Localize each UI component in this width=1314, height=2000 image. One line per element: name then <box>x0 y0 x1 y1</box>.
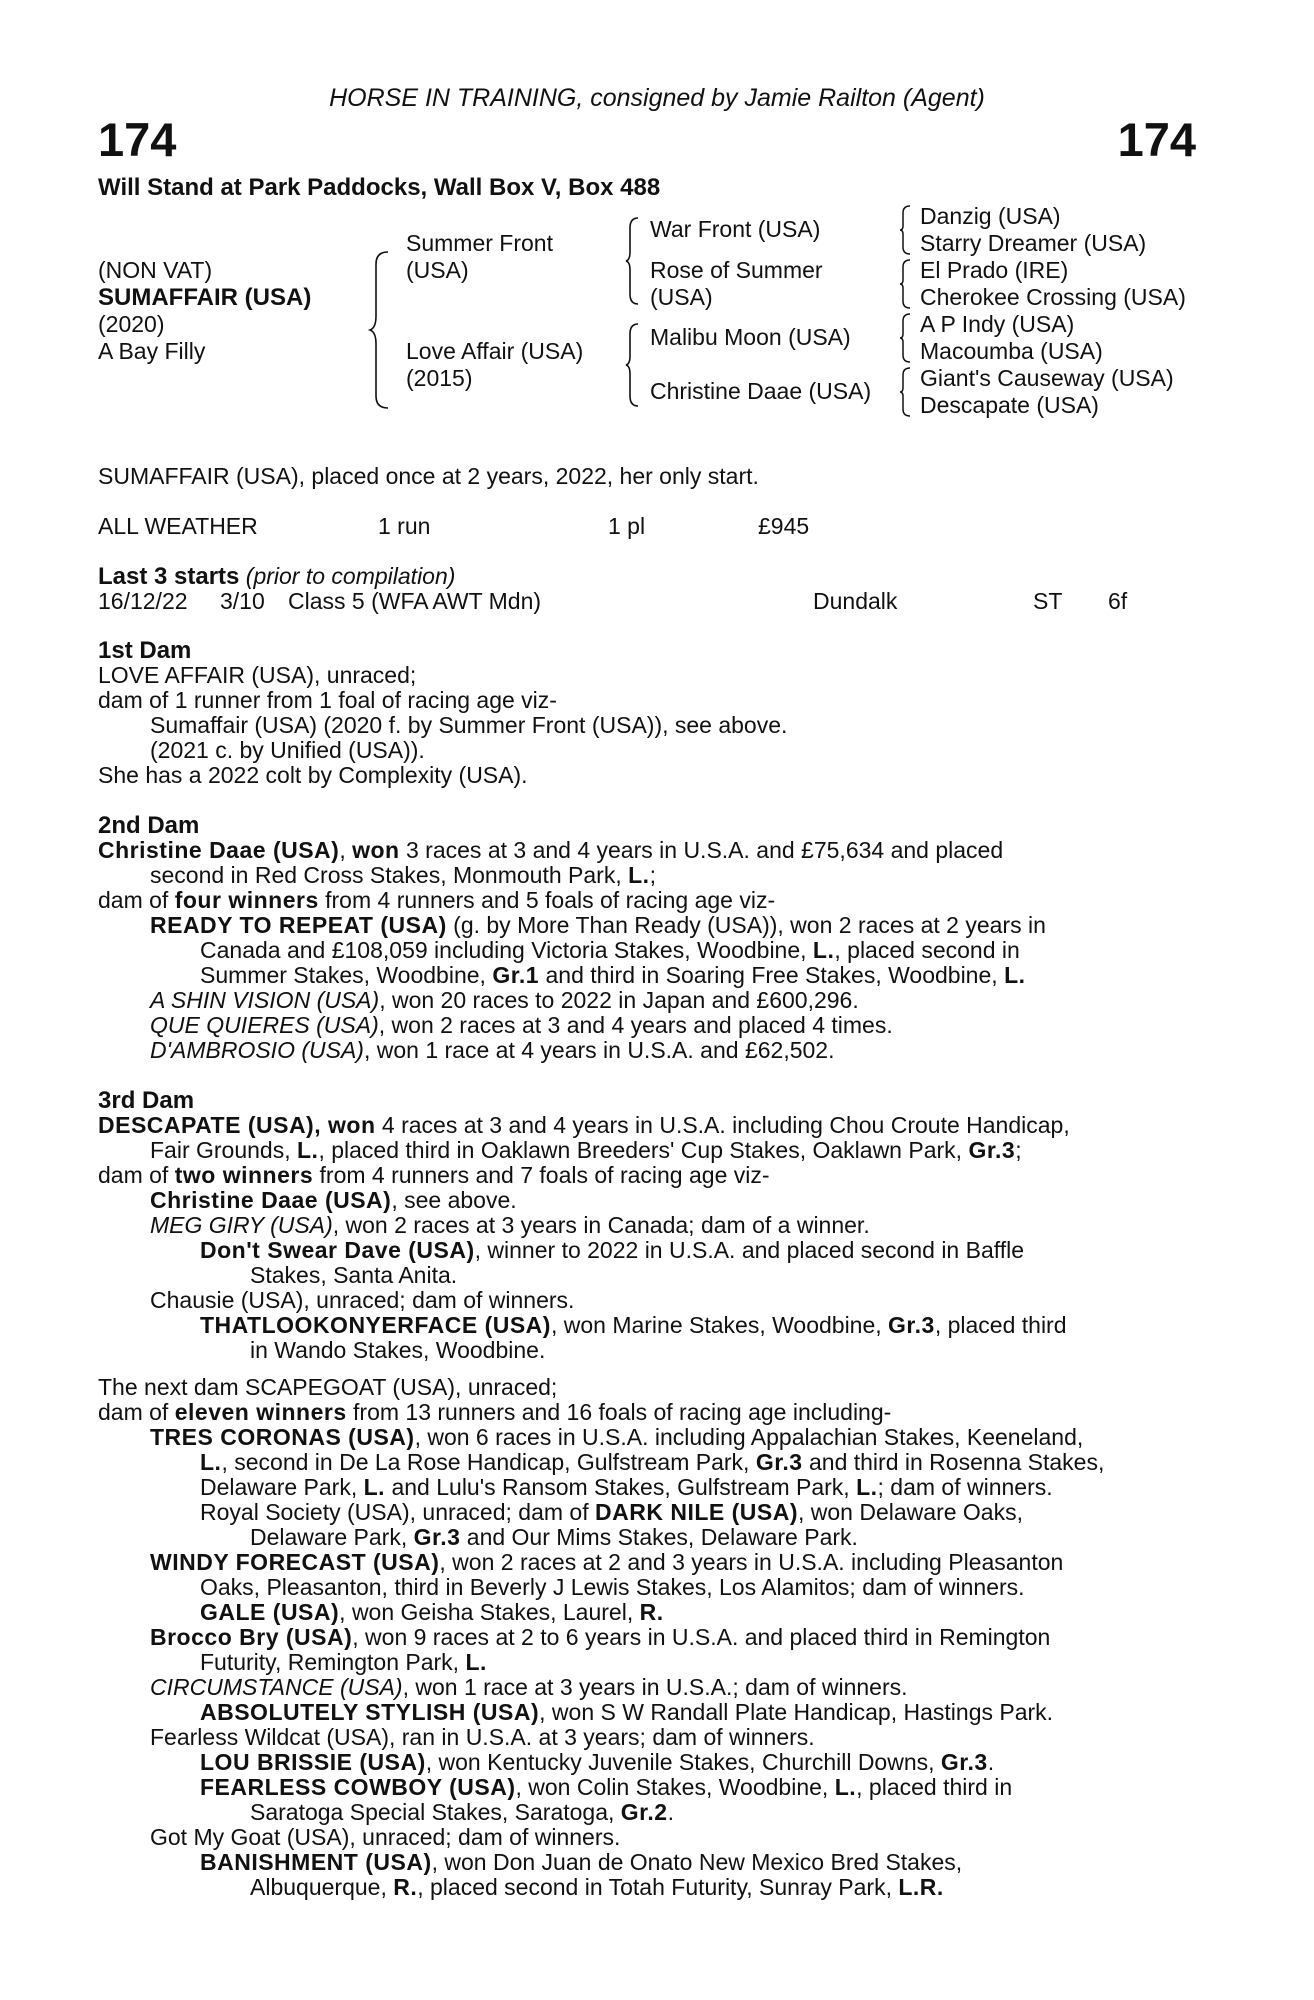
second-dam-won: won <box>352 837 400 863</box>
horse-year: (2020) <box>98 311 165 337</box>
second-dam-text: 3 races at 3 and 4 years in U.S.A. and £75,634 and placed <box>406 837 1004 863</box>
text: and third in Rosenna Stakes, <box>808 1449 1105 1475</box>
ready-to-repeat-line-1 <box>150 913 1194 938</box>
tres-coronas-line-1 <box>150 1425 1194 1450</box>
text: , won Colin Stakes, Woodbine, <box>515 1774 829 1800</box>
text: , won Marine Stakes, Woodbine, <box>550 1312 882 1338</box>
que-quieres-line <box>150 1013 893 1038</box>
first-dam-line-1: LOVE AFFAIR (USA), unraced; <box>98 662 417 688</box>
listed-badge: L. <box>200 1449 222 1475</box>
listed-badge: L. <box>363 1474 386 1500</box>
fearless-cowboy-line-2 <box>250 1800 674 1825</box>
thatlookonyerface-line-1 <box>200 1313 1194 1338</box>
sire-dam: Rose of Summer <box>650 257 823 283</box>
dam-sire: Malibu Moon (USA) <box>650 324 851 350</box>
listed-restricted-badge: L.R. <box>898 1874 944 1900</box>
race-summary: SUMAFFAIR (USA), placed once at 2 years, 2022, her only start. <box>98 463 759 489</box>
earnings: £945 <box>758 513 810 539</box>
text: and third in Soaring Free Stakes, Woodbine, <box>545 962 998 988</box>
brace-g3 <box>898 312 914 364</box>
start-position: 3/10 <box>220 588 265 614</box>
brace-g1 <box>898 204 914 256</box>
dam-of-label: dam of <box>98 1399 169 1425</box>
sire-country: (USA) <box>406 257 469 283</box>
great-granddam-4: Descapate (USA) <box>920 392 1099 418</box>
text: ; dam of winners. <box>877 1474 1053 1500</box>
brocco-bry-line-2 <box>200 1650 487 1675</box>
text: , second in De La Rose Handicap, Gulfstream Park, <box>221 1449 750 1475</box>
text: , won 1 race at 4 years in U.S.A. and £62,502. <box>363 1037 835 1063</box>
fearless-wildcat-line: Fearless Wildcat (USA), ran in U.S.A. at 3 years; dam of winners. <box>150 1724 815 1750</box>
tres-coronas-line-2 <box>200 1450 1194 1475</box>
placed-count: 1 pl <box>608 513 646 539</box>
great-grandsire-3: A P Indy (USA) <box>920 311 1075 337</box>
horse-name: CIRCUMSTANCE (USA) <box>150 1674 403 1700</box>
second-dam-name: Christine Daae (USA) <box>98 837 340 863</box>
surface-label: ALL WEATHER <box>98 513 258 539</box>
third-dam-produce <box>98 1163 770 1188</box>
text: , placed third in <box>856 1774 1013 1800</box>
dam-of-label: dam of <box>98 1162 169 1188</box>
pedigree-brace-dam <box>624 322 642 408</box>
first-dam-line-5: She has a 2022 colt by Complexity (USA). <box>98 762 528 788</box>
text: Summer Stakes, Woodbine, <box>200 962 486 988</box>
listed-badge: L. <box>812 937 835 963</box>
dam-dam: Christine Daae (USA) <box>650 378 872 404</box>
first-dam-heading: 1st Dam <box>98 637 192 664</box>
listed-badge: L. <box>1004 962 1026 988</box>
horse-name: A SHIN VISION (USA) <box>150 987 380 1013</box>
runs-count: 1 run <box>378 513 431 539</box>
horse-name: QUE QUIERES (USA) <box>150 1012 379 1038</box>
a-shin-vision-line <box>150 988 859 1013</box>
text: , won 2 races at 3 years in Canada; dam of a winner. <box>332 1212 870 1238</box>
dam-of-text: from 4 runners and 5 foals of racing age viz- <box>325 887 776 913</box>
text: , won 6 races in U.S.A. including Appalachian Stakes, Keeneland, <box>414 1424 1084 1450</box>
dam-year: (2015) <box>406 365 473 391</box>
ready-to-repeat-text: (g. by More Than Ready (USA)), won 2 races at 2 years in <box>453 912 1046 938</box>
text: , won 9 races at 2 to 6 years in U.S.A. and placed third in Remington <box>352 1624 1051 1650</box>
listed-badge: L. <box>465 1649 487 1675</box>
banishment-line-2 <box>250 1875 944 1900</box>
text: , won 2 races at 2 and 3 years in U.S.A. including Pleasanton <box>439 1549 1064 1575</box>
gale-line <box>200 1600 664 1625</box>
start-race: Class 5 (WFA AWT Mdn) <box>288 588 542 614</box>
horse-name: FEARLESS COWBOY (USA) <box>200 1774 516 1800</box>
text: , won S W Randall Plate Handicap, Hastings Park. <box>539 1699 1054 1725</box>
text: Delaware Park, <box>250 1524 408 1550</box>
text: , won Don Juan de Onato New Mexico Bred Stakes, <box>431 1849 963 1875</box>
pedigree-brace-sire <box>624 216 642 306</box>
punct: ; <box>649 862 656 888</box>
horse-description: A Bay Filly <box>98 338 206 364</box>
text: , won Kentucky Juvenile Stakes, Churchill Downs, <box>425 1749 935 1775</box>
brace-g2 <box>898 258 914 310</box>
absolutely-stylish-line <box>200 1700 1053 1725</box>
text: , winner to 2022 in U.S.A. and placed second in Baffle <box>474 1237 1025 1263</box>
horse-name: Don't Swear Dave (USA) <box>200 1237 475 1263</box>
next-dam-line-1: The next dam SCAPEGOAT (USA), unraced; <box>98 1374 558 1400</box>
last-starts-note: (prior to compilation) <box>245 563 456 589</box>
brace-g4 <box>898 366 914 418</box>
punct: . <box>987 1749 995 1775</box>
windy-forecast-line-2: Oaks, Pleasanton, third in Beverly J Lewis Stakes, Los Alamitos; dam of winners. <box>200 1574 1025 1600</box>
text: Futurity, Remington Park, <box>200 1649 460 1675</box>
sire-sire: War Front (USA) <box>650 216 821 242</box>
text: Fair Grounds, <box>150 1137 291 1163</box>
ready-to-repeat-name: READY TO REPEAT (USA) <box>150 912 447 938</box>
text: Canada and £108,059 including Victoria Stakes, Woodbine, <box>200 937 807 963</box>
text: Royal Society (USA), unraced; dam of <box>200 1499 589 1525</box>
group-badge: Gr.1 <box>492 962 540 988</box>
dam-of-text: from 4 runners and 7 foals of racing age viz- <box>319 1162 770 1188</box>
next-dam-produce <box>98 1400 891 1425</box>
second-dam-produce <box>98 888 775 913</box>
text: , won Geisha Stakes, Laurel, <box>339 1599 634 1625</box>
text: , won Delaware Oaks, <box>798 1499 1023 1525</box>
second-dam-heading: 2nd Dam <box>98 812 200 839</box>
meg-giry-line <box>150 1213 870 1238</box>
horse-name: BANISHMENT (USA) <box>200 1849 432 1875</box>
horse-name: MEG GIRY (USA) <box>150 1212 333 1238</box>
dambrosio-line <box>150 1038 834 1063</box>
first-dam-line-4: (2021 c. by Unified (USA)). <box>150 737 425 763</box>
start-course: Dundalk <box>813 588 898 614</box>
text: , placed third <box>934 1312 1067 1338</box>
dont-swear-dave-line-1 <box>200 1238 1194 1263</box>
second-dam-entry: Christine Daae (USA), won 3 races at 3 and 4 years in U.S.A. and £75,634 and placed <box>98 837 1004 863</box>
dont-swear-dave-line-2: Stakes, Santa Anita. <box>250 1262 458 1288</box>
start-date: 16/12/22 <box>98 588 188 614</box>
horse-name: WINDY FORECAST (USA) <box>150 1549 440 1575</box>
winners-count: two winners <box>174 1162 314 1188</box>
great-granddam-1: Starry Dreamer (USA) <box>920 230 1147 256</box>
group-badge: Gr.3 <box>940 1749 988 1775</box>
last-starts-title: Last 3 starts <box>98 563 240 590</box>
pedigree-brace-main <box>368 250 392 410</box>
punct: ; <box>1015 1137 1022 1163</box>
text: , placed third in Oaklawn Breeders' Cup Stakes, Oaklawn Park, <box>318 1137 963 1163</box>
first-dam-line-2: dam of 1 runner from 1 foal of racing age viz- <box>98 687 557 713</box>
second-dam-text-2: second in Red Cross Stakes, Monmouth Park, <box>150 862 622 888</box>
great-granddam-2: Cherokee Crossing (USA) <box>920 284 1186 310</box>
dam-of-text: from 13 runners and 16 foals of racing age including- <box>353 1399 892 1425</box>
text: Saratoga Special Stakes, Saratoga, <box>250 1799 615 1825</box>
text: , see above. <box>391 1187 517 1213</box>
third-dam-entry <box>98 1113 1194 1138</box>
horse-name: DARK NILE (USA) <box>595 1499 798 1525</box>
last-starts-heading <box>98 564 455 589</box>
circumstance-line <box>150 1675 908 1700</box>
ready-to-repeat-line-3 <box>200 963 1026 988</box>
text: Delaware Park, <box>200 1474 358 1500</box>
restricted-badge: R. <box>393 1874 418 1900</box>
text: and Our Mims Stakes, Delaware Park. <box>466 1524 858 1550</box>
text: , placed second in Totah Futurity, Sunray Park, <box>417 1874 892 1900</box>
third-dam-line-2 <box>150 1138 1022 1163</box>
tres-coronas-line-3 <box>200 1475 1053 1500</box>
horse-name: D'AMBROSIO (USA) <box>150 1037 364 1063</box>
horse-name: Brocco Bry (USA) <box>150 1624 353 1650</box>
lot-number-left: 174 <box>98 113 177 166</box>
group-badge: Gr.3 <box>413 1524 461 1550</box>
vat-status: (NON VAT) <box>98 257 213 283</box>
great-granddam-3: Macoumba (USA) <box>920 338 1103 364</box>
won: , won <box>314 1112 376 1138</box>
stabling-line: Will Stand at Park Paddocks, Wall Box V, Box 488 <box>98 174 661 201</box>
text: , placed second in <box>834 937 1020 963</box>
text: Albuquerque, <box>250 1874 387 1900</box>
group-badge: Gr.3 <box>968 1137 1016 1163</box>
got-my-goat-line: Got My Goat (USA), unraced; dam of winners. <box>150 1824 621 1850</box>
royal-society-line-2 <box>250 1525 858 1550</box>
group-badge: Gr.3 <box>888 1312 935 1338</box>
horse-name: GALE (USA) <box>200 1599 340 1625</box>
lot-number-right: 174 <box>1117 113 1196 166</box>
third-dam-name: DESCAPATE (USA) <box>98 1112 315 1138</box>
winners-count: four winners <box>174 887 319 913</box>
fearless-cowboy-line-1 <box>200 1775 1194 1800</box>
group-badge: Gr.2 <box>620 1799 668 1825</box>
horse-name: THATLOOKONYERFACE (USA) <box>200 1312 551 1338</box>
banishment-line-1 <box>200 1850 1194 1875</box>
horse-name: SUMAFFAIR (USA) <box>98 284 312 311</box>
windy-forecast-line-1 <box>150 1550 1194 1575</box>
great-grandsire-2: El Prado (IRE) <box>920 257 1069 283</box>
horse-name: LOU BRISSIE (USA) <box>200 1749 426 1775</box>
brocco-bry-line-1 <box>150 1625 1194 1650</box>
listed-badge: L. <box>856 1474 878 1500</box>
text: and Lulu's Ransom Stakes, Gulfstream Park, <box>391 1474 850 1500</box>
chausie-line: Chausie (USA), unraced; dam of winners. <box>150 1287 575 1313</box>
dam-name: Love Affair (USA) <box>406 338 584 364</box>
horse-name: ABSOLUTELY STYLISH (USA) <box>200 1699 540 1725</box>
winners-count: eleven winners <box>174 1399 347 1425</box>
listed-badge: L. <box>834 1774 857 1800</box>
group-badge: Gr.3 <box>755 1449 803 1475</box>
punct: . <box>667 1799 674 1825</box>
text: , won 1 race at 3 years in U.S.A.; dam of winners. <box>402 1674 908 1700</box>
great-grandsire-4: Giant's Causeway (USA) <box>920 365 1174 391</box>
text: , won 20 races to 2022 in Japan and £600,296. <box>379 987 859 1013</box>
dam-of-label: dam of <box>98 887 169 913</box>
christine-daae-line <box>150 1188 517 1213</box>
lou-brissie-line <box>200 1750 994 1775</box>
text: , won 2 races at 3 and 4 years and placed 4 times. <box>378 1012 893 1038</box>
sire-dam-country: (USA) <box>650 284 713 310</box>
first-dam-line-3: Sumaffair (USA) (2020 f. by Summer Front (USA)), see above. <box>150 712 788 738</box>
great-grandsire-1: Danzig (USA) <box>920 203 1061 229</box>
horse-name: TRES CORONAS (USA) <box>150 1424 415 1450</box>
second-dam-line-2 <box>150 863 656 888</box>
listed-badge: L. <box>628 862 650 888</box>
royal-society-line-1 <box>200 1500 1194 1525</box>
horse-name: Christine Daae (USA) <box>150 1187 392 1213</box>
third-dam-heading: 3rd Dam <box>98 1087 195 1114</box>
sire-name: Summer Front <box>406 230 553 256</box>
text: 4 races at 3 and 4 years in U.S.A. including Chou Croute Handicap, <box>381 1112 1070 1138</box>
start-going: ST <box>1033 588 1063 614</box>
thatlookonyerface-line-2: in Wando Stakes, Woodbine. <box>250 1337 546 1363</box>
consignor-line: HORSE IN TRAINING, consigned by Jamie Railton (Agent) <box>329 84 985 112</box>
restricted-badge: R. <box>639 1599 664 1625</box>
listed-badge: L. <box>297 1137 319 1163</box>
start-distance: 6f <box>1108 588 1128 614</box>
ready-to-repeat-line-2 <box>200 938 1194 963</box>
